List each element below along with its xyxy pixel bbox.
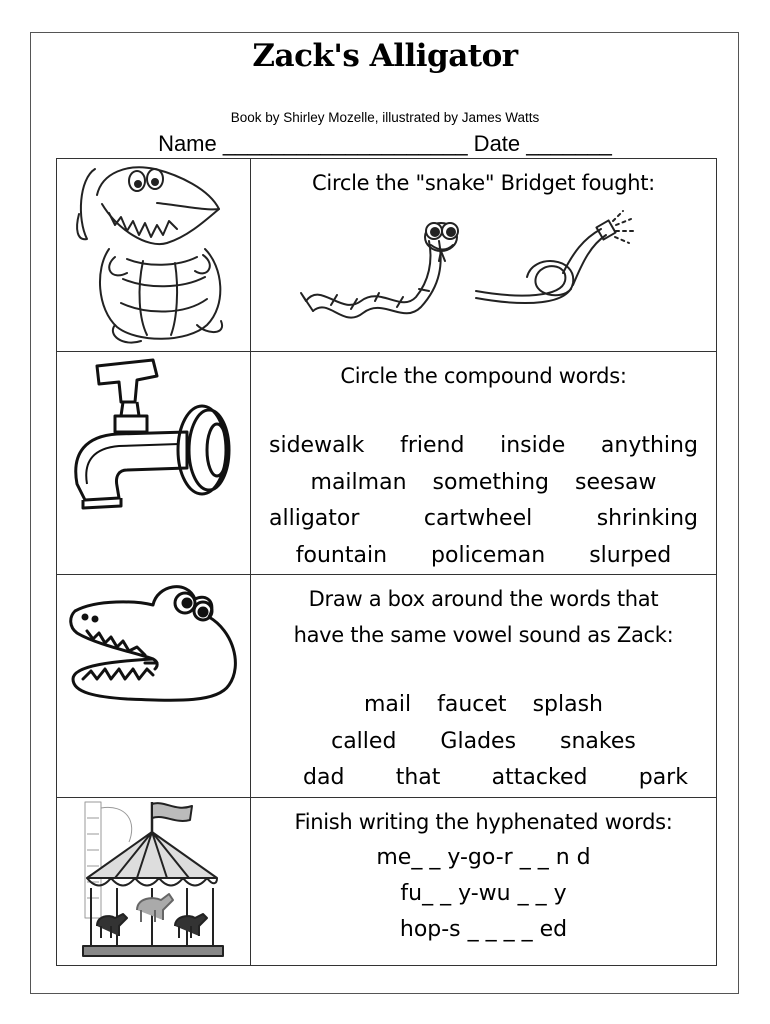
question-prompt: Finish writing the hyphenated words: [294,809,673,834]
word[interactable]: alligator [269,506,360,531]
word-row [251,465,716,502]
word-row [251,501,716,538]
question-cell [251,159,717,352]
word[interactable]: attacked [491,765,588,790]
faucet-icon [57,352,250,568]
word-row [251,538,716,575]
word[interactable]: splash [532,692,603,717]
word[interactable]: something [432,469,549,495]
picture-cell [57,159,251,352]
page-title: Zack's Alligator [252,38,518,74]
word-bank [251,428,716,574]
snake-icon[interactable] [301,223,458,318]
question-cell [251,797,717,965]
word[interactable]: dad [303,765,345,790]
word[interactable]: policeman [431,542,546,568]
question-prompt: Circle the "snake" Bridget fought: [312,171,655,195]
word[interactable]: sidewalk [269,433,365,458]
word[interactable]: friend [400,433,465,458]
word[interactable]: shrinking [596,506,698,531]
section-row [57,352,717,575]
word[interactable]: fountain [295,542,388,568]
word[interactable]: faucet [437,692,507,717]
question-prompt-line: Draw a box around the words that [308,587,659,611]
hyphenated-words [251,840,716,948]
answer-pictures [251,201,716,331]
word[interactable]: slurped [589,542,672,568]
picture-cell [57,352,251,575]
question-prompt: Circle the compound words: [340,364,627,388]
word[interactable]: anything [600,433,698,458]
picture-cell [57,797,251,965]
question-cell [251,575,717,798]
word[interactable]: mailman [310,469,407,495]
fill-in-word[interactable]: fu_ _ y-wu _ _ y [400,880,567,906]
word[interactable]: mail [363,692,412,717]
alligator-icon [57,159,250,351]
section-row [57,797,717,965]
fill-in-word[interactable]: hop-s _ _ _ _ ed [399,916,568,942]
word[interactable]: snakes [560,728,636,754]
hose-icon[interactable] [476,211,635,303]
name-date-line: Name ____________________ Date _______ [158,131,612,156]
word[interactable]: that [395,765,441,790]
section-row [57,159,717,352]
word-row [251,760,716,797]
word[interactable]: cartwheel [423,506,533,531]
carousel-icon [57,798,250,965]
alligator-head-icon [57,575,250,791]
word-row [251,724,716,761]
fill-in-word[interactable]: me_ _ y-go-r _ _ n d [376,844,591,870]
question-prompt [251,575,716,653]
word[interactable]: park [638,765,688,790]
word-row [251,428,716,465]
question-prompt-line: have the same vowel sound as Zack: [293,623,674,647]
section-row [57,575,717,798]
word[interactable]: seesaw [575,469,657,495]
question-cell [251,352,717,575]
word[interactable]: called [331,728,397,754]
word-bank [251,687,716,797]
word[interactable]: inside [500,433,566,458]
word[interactable]: Glades [440,728,517,754]
worksheet-table [56,158,717,966]
byline: Book by Shirley Mozelle, illustrated by James Watts [230,110,540,125]
word-row [251,687,716,724]
picture-cell [57,575,251,798]
